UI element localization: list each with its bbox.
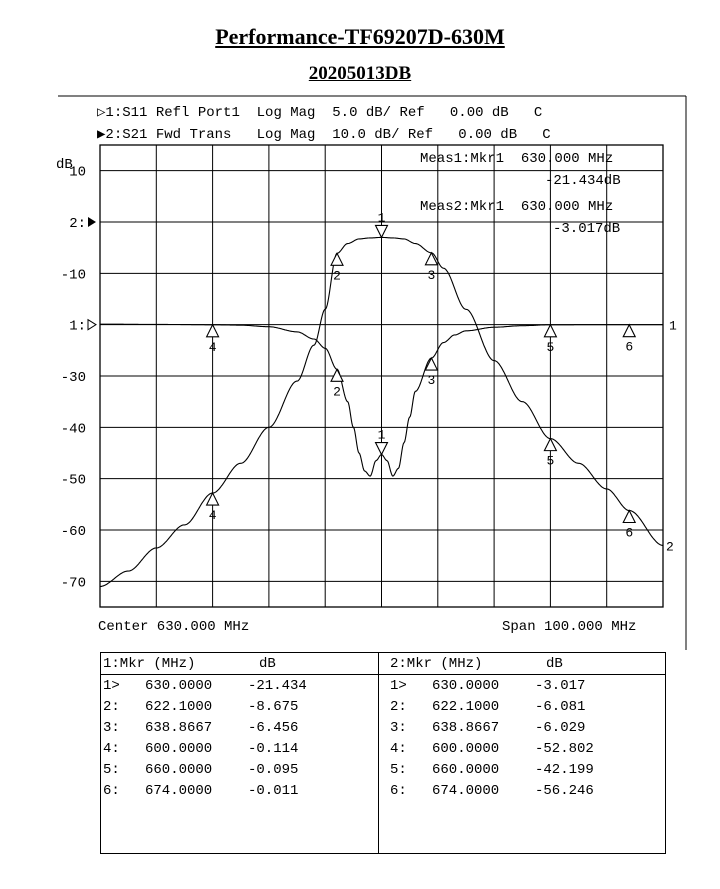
trace2-reference-pointer (88, 217, 96, 227)
page-title: Performance-TF69207D-630M (215, 24, 505, 49)
marker-label: 5 (546, 453, 555, 469)
span-label: Span 100.000 MHz (502, 619, 637, 635)
y-tick-label: 1: (69, 318, 86, 335)
y-tick-label: -30 (60, 370, 86, 386)
left-table-db-cell: -0.011 (248, 783, 299, 799)
right-table-header-db: dB (546, 656, 563, 672)
trace2-header: ▶2:S21 Fwd Trans Log Mag 10.0 dB/ Ref 0.00 dB C (97, 127, 551, 143)
left-table-header-mkr: 1:Mkr (MHz) (103, 656, 196, 672)
right-table-idx-cell: 1> (390, 678, 407, 694)
meas1-value: -21.434dB (545, 173, 621, 189)
right-table-freq-cell: 638.8667 (432, 720, 500, 736)
left-table-freq-cell: 660.0000 (145, 762, 213, 778)
meas1-label: Meas1:Mkr1 630.000 MHz (420, 151, 614, 167)
left-table-idx-cell: 3: (103, 720, 120, 736)
marker-1-4 (207, 325, 219, 337)
meas2-value: -3.017dB (553, 221, 621, 237)
meas2-label: Meas2:Mkr1 630.000 MHz (420, 199, 614, 215)
trace-group (100, 237, 677, 586)
marker-1-5 (544, 325, 556, 337)
marker-table (100, 652, 666, 854)
marker-label: 5 (546, 339, 555, 355)
center-frequency-label: Center 630.000 MHz (98, 619, 250, 635)
left-table-freq-cell: 638.8667 (145, 720, 213, 736)
right-table-db-cell: -3.017 (535, 678, 586, 694)
right-table-freq-cell: 600.0000 (432, 741, 500, 757)
right-table-db-cell: -52.802 (535, 741, 594, 757)
marker-label: 6 (625, 339, 634, 355)
right-table-db-cell: -42.199 (535, 762, 594, 778)
right-table-idx-cell: 2: (390, 699, 407, 715)
right-table-db-cell: -56.246 (535, 783, 594, 799)
trace1-header: ▷1:S11 Refl Port1 Log Mag 5.0 dB/ Ref 0.00 dB C (97, 105, 543, 121)
y-tick-label: -50 (60, 472, 86, 489)
y-tick-label: -10 (60, 267, 86, 284)
left-table-freq-cell: 674.0000 (145, 783, 213, 799)
right-table-header-mkr: 2:Mkr (MHz) (390, 656, 483, 672)
left-table-freq-cell: 630.0000 (145, 678, 213, 694)
marker-label: 6 (625, 525, 634, 541)
marker-label: 2 (333, 384, 341, 400)
trace2-end-label: 2 (666, 539, 674, 555)
y-tick-labels (61, 165, 96, 592)
left-table-idx-cell: 4: (103, 741, 120, 757)
right-table-freq-cell: 622.1000 (432, 699, 500, 715)
marker-label: 4 (208, 508, 217, 524)
right-table-idx-cell: 4: (390, 741, 407, 757)
left-table-db-cell: -8.675 (248, 699, 299, 715)
marker-1-2 (331, 369, 343, 381)
right-table-freq-cell: 630.0000 (432, 678, 500, 694)
right-table-db-cell: -6.029 (535, 720, 586, 736)
left-table-idx-cell: 5: (103, 762, 120, 778)
left-table-idx-cell: 6: (103, 783, 120, 799)
marker-label: 1 (377, 210, 386, 226)
left-table-freq-cell: 622.1000 (145, 699, 213, 715)
right-table-freq-cell: 660.0000 (432, 762, 500, 778)
y-tick-label: 10 (69, 164, 86, 181)
trace1-reference-pointer (88, 320, 96, 330)
marker-2-3 (425, 253, 437, 265)
marker-2-2 (331, 253, 343, 265)
page-subtitle: 20205013DB (308, 63, 412, 84)
marker-label: 3 (427, 373, 436, 389)
marker-group (207, 210, 636, 540)
left-table-db-cell: -0.114 (248, 741, 299, 757)
marker-label: 2 (333, 268, 341, 284)
right-table-db-cell: -6.081 (535, 699, 586, 715)
right-table-idx-cell: 3: (390, 720, 407, 736)
right-table-freq-cell: 674.0000 (432, 783, 500, 799)
right-table-idx-cell: 6: (390, 783, 407, 799)
marker-2-1 (376, 225, 388, 237)
trace1-end-label: 1 (669, 318, 677, 334)
right-table-idx-cell: 5: (390, 762, 407, 778)
y-tick-label: -60 (60, 524, 86, 540)
left-table-db-cell: -21.434 (248, 678, 307, 694)
table-divider (378, 653, 379, 853)
left-table-db-cell: -0.095 (248, 762, 299, 778)
left-table-db-cell: -6.456 (248, 720, 299, 736)
marker-label: 1 (377, 427, 386, 443)
marker-1-1 (376, 443, 388, 455)
y-tick-label: -70 (60, 575, 86, 592)
marker-label: 4 (208, 339, 217, 355)
y-tick-label: -40 (60, 421, 86, 438)
left-table-freq-cell: 600.0000 (145, 741, 213, 757)
marker-1-6 (623, 325, 635, 337)
left-table-idx-cell: 2: (103, 699, 120, 715)
left-table-idx-cell: 1> (103, 678, 120, 694)
left-table-header-db: dB (259, 656, 276, 672)
y-unit-label: dB (56, 157, 73, 173)
table-header-line (101, 674, 665, 675)
marker-label: 3 (427, 267, 436, 283)
y-tick-label: 2: (69, 216, 86, 232)
